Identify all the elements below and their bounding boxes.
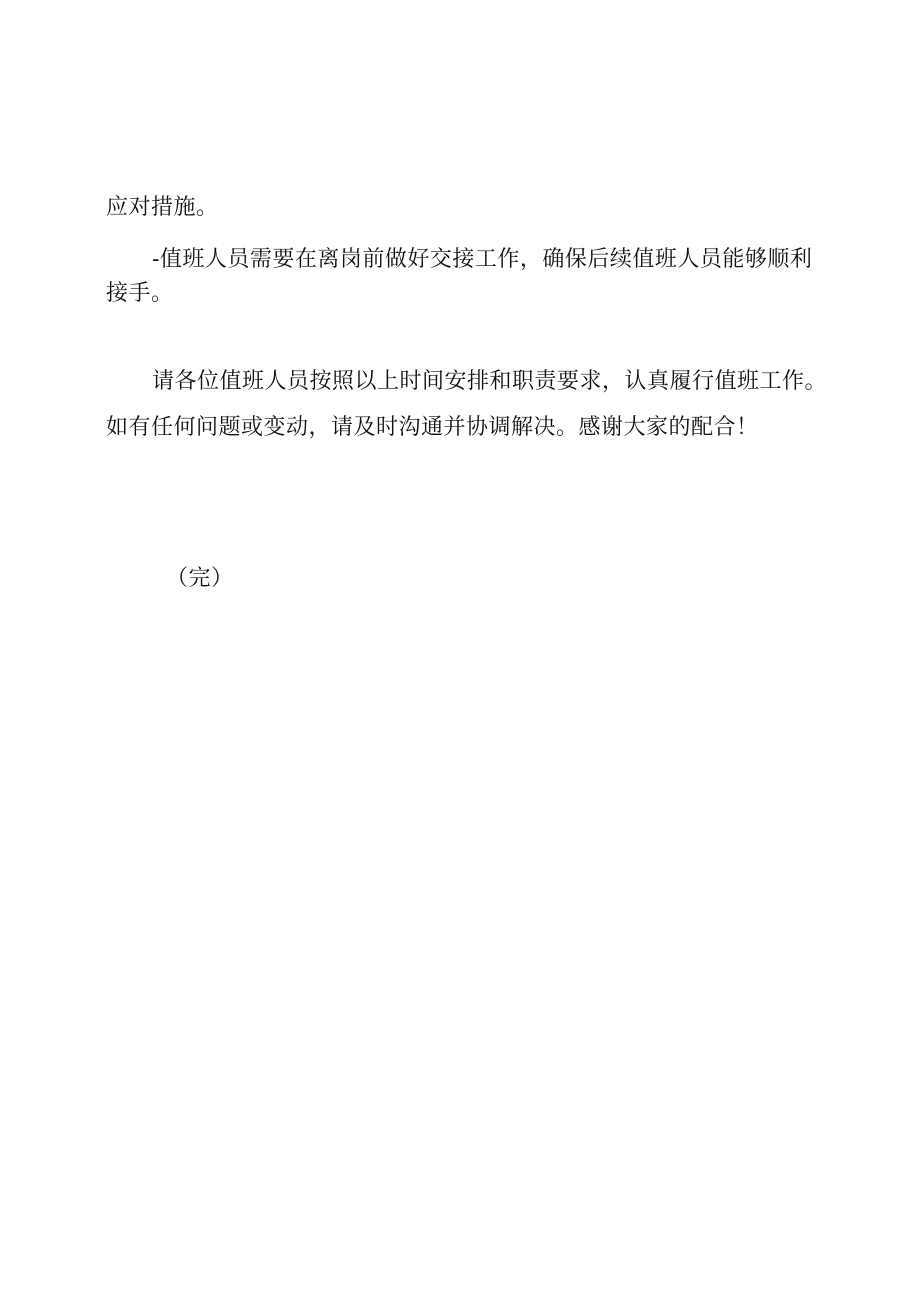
text-line-thanks: 如有任何问题或变动，请及时沟通并协调解决。感谢大家的配合！ (106, 415, 759, 440)
text-line-handover: -值班人员需要在离岗前做好交接工作，确保后续值班人员能够顺利 (152, 247, 813, 272)
text-line-measures: 应对措施。 (106, 195, 219, 220)
text-line-request: 请各位值班人员按照以上时间安排和职责要求，认真履行值班工作。 (152, 369, 828, 394)
text-line-handover-cont: 接手。 (106, 281, 174, 306)
text-line-end: （完） (166, 566, 234, 591)
